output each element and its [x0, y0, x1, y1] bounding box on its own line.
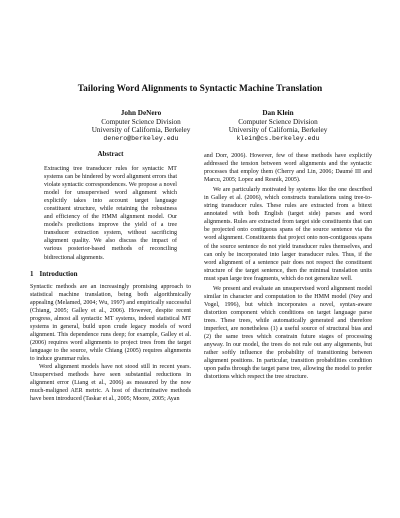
- right-paragraph-3: We present and evaluate an unsupervised word alignment model similar in character and computation to the HMM model (Ney and Vogel, 1996), but which incorporates a novel, syntax-aware distortion component which conditions on target language parse trees. These trees, while automatically generated and therefore imperfect, are nonetheless (1) a useful source of structural bias and (2) the same trees which constrain future stages of processing anyway. In our model, the trees do not rule out any alignments, but rather softly influence the probability of transitioning between alignment positions. In particular, transition probabilities condition upon paths through the target parse tree, allowing the model to prefer distortions which respect the tree structure.: [204, 285, 372, 381]
- right-paragraph-2: We are particularly motivated by systems like the one described in Galley et al. (2006), which constructs translations using tree-to-string transducer rules. These rules are extracted from a bitext annotated with both English (target side) parses and word alignments. Rules are extracted from target side constituents that can be projected onto contiguous spans of the source sentence via the word alignment. Constituents that project onto non-contiguous spans of the source sentence do not yield transducer rules themselves, and can only be incorporated into larger transducer rules. Thus, if the word alignment of a sentence pair does not respect the constituent structure of the target sentence, then the minimal translation units must span large tree fragments, which do not generalize well.: [204, 187, 372, 282]
- author-block-denero: [66, 109, 216, 143]
- intro-paragraph-1: Syntactic methods are an increasingly promising approach to statistical machine translation, being both algorithmically appealing (Melamed, 2004; Wu, 1997) and empirically successful (Chiang, 2005; Galley et al., 2006). However, despite recent progress, almost all syntactic MT systems, indeed statistical MT systems in general, build upon crude legacy models of word alignment. This dependence runs deep; for example, Galley et al. (2006) requires word alignments to project trees from the target language to the source, while Chiang (2005) requires alignments to induce grammar rules.: [30, 283, 191, 362]
- author-dept: Computer Science Division: [101, 117, 181, 126]
- right-paragraph-1: and Dorr, 2006). However, few of these methods have explicitly addressed the tension between word alignments and the syntactic processes that employ them (Cherry and Lin, 2006; Daumé III and Marcu, 2005; Lopez and Resnik, 2005).: [204, 153, 372, 184]
- author-name: John DeNero: [120, 109, 162, 117]
- section-title: Introduction: [39, 269, 78, 278]
- abstract-heading: Abstract: [97, 150, 124, 158]
- left-column: [30, 150, 191, 403]
- paper-title: Tailoring Word Alignments to Syntactic Machine Translation: [77, 84, 323, 94]
- intro-paragraph-2: Word alignment models have not stood still in recent years. Unsupervised methods have seen substantial reductions in alignment error (Liang et al., 2006) as measured by the now much-maligned AER metric. A host of discriminative methods have been introduced (Taskar et al., 2005; Moore, 2005; Ayan: [30, 364, 191, 403]
- author-univ: University of California, Berkeley: [91, 126, 191, 135]
- author-univ: University of California, Berkeley: [228, 126, 328, 135]
- author-name: Dan Klein: [262, 109, 294, 117]
- author-email: klein@cs.berkeley.edu: [236, 134, 320, 142]
- author-email: denero@berkeley.edu: [103, 134, 179, 142]
- author-dept: Computer Science Division: [238, 117, 318, 126]
- author-block-klein: [203, 109, 353, 143]
- abstract-body: [30, 165, 191, 262]
- right-column: [204, 152, 372, 381]
- section-number: 1: [30, 269, 34, 278]
- abstract-text: Extracting tree transducer rules for syntactic MT systems can be hindered by word alignment errors that violate syntactic correspondences. We propose a novel model for unsupervised word alignment which explicitly takes into account target language constituent structure, while retaining the robustness and efficiency of the HMM alignment model. Our model's predictions improve the yield of a tree transducer extraction system, without sacrificing alignment quality. We also discuss the impact of various posterior-based methods of reconciling bidirectional alignments.: [44, 166, 177, 261]
- section-heading-introduction: [30, 270, 191, 279]
